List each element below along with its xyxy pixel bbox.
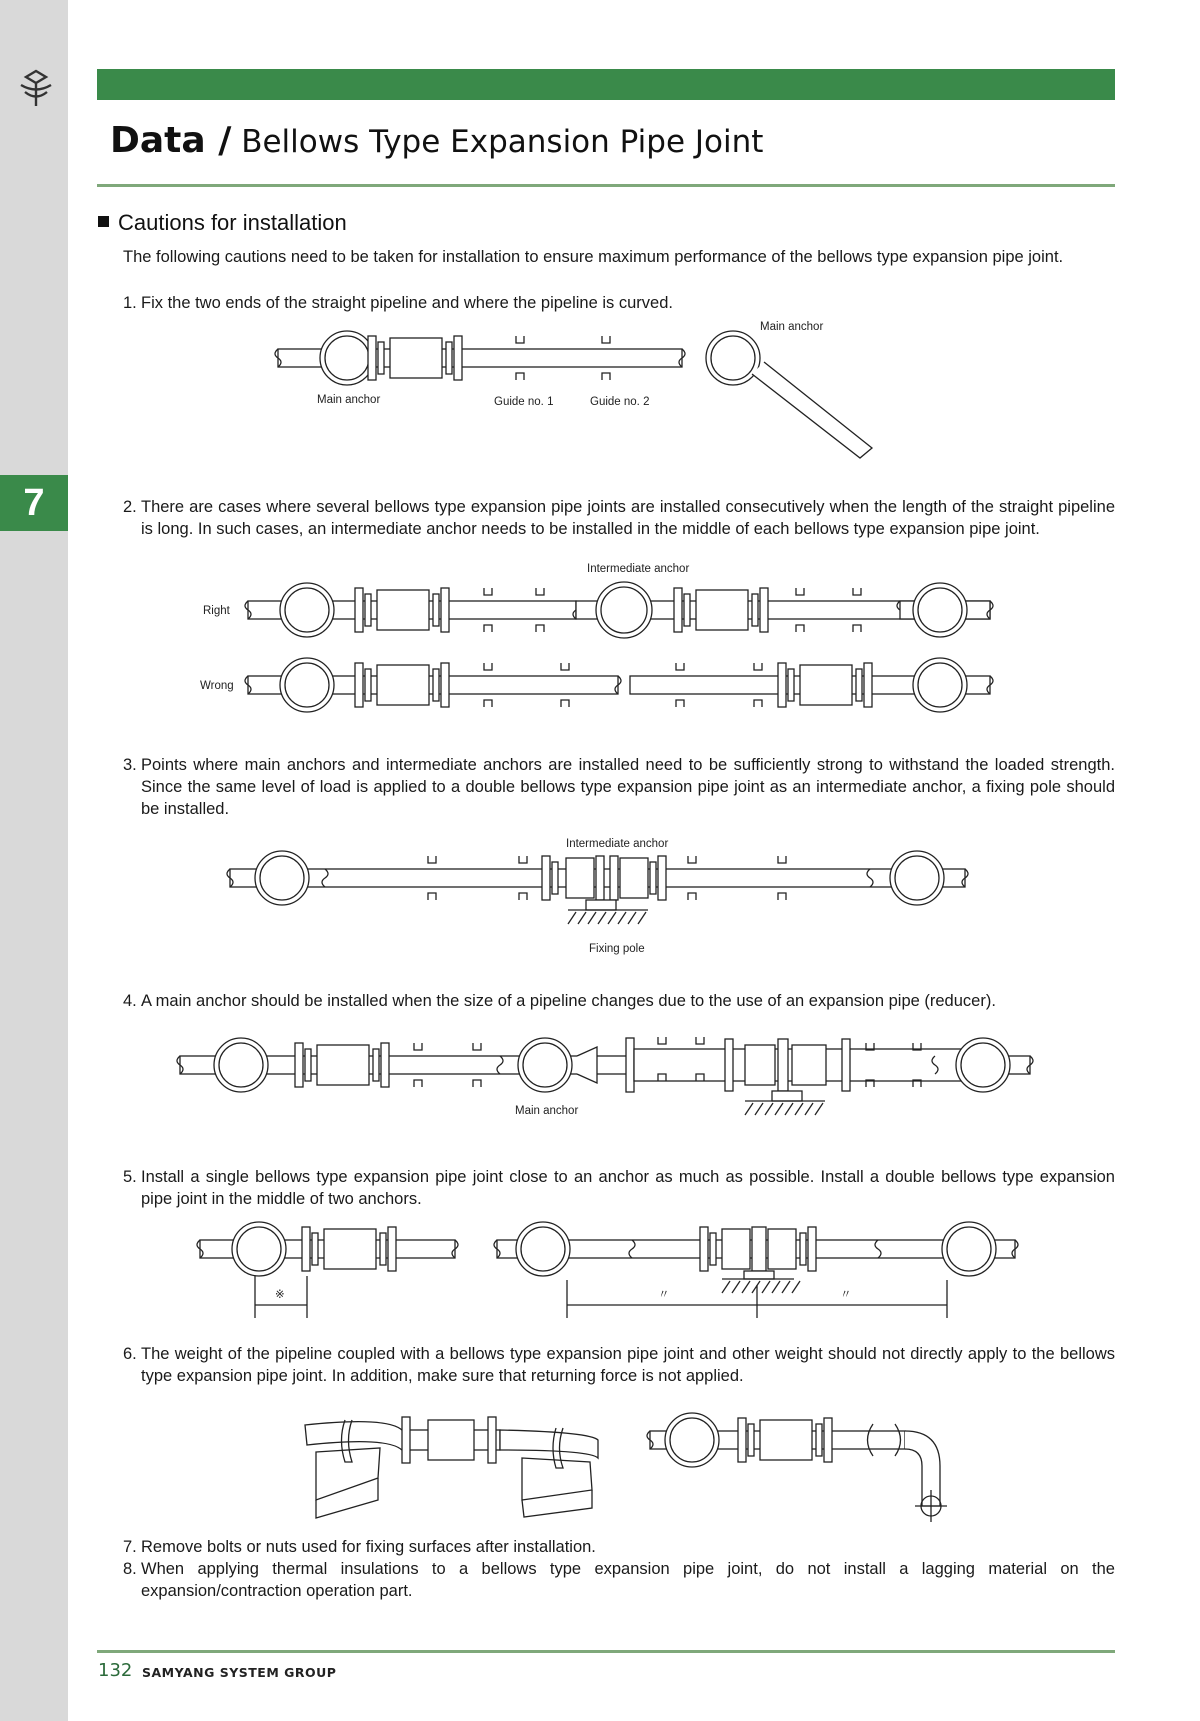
company-name: SAMYANG SYSTEM GROUP	[142, 1665, 337, 1680]
caution-item-7: 7. Remove bolts or nuts used for fixing surfaces after installation.	[123, 1538, 596, 1556]
flange-icon	[808, 1227, 816, 1271]
ground-hatch	[722, 1281, 730, 1293]
flange-collar	[446, 342, 452, 374]
support-block-icon	[522, 1458, 592, 1500]
flange-collar	[748, 1424, 754, 1456]
label-guide-1: Guide no. 1	[494, 396, 554, 408]
ground-hatch	[568, 912, 576, 924]
flange-collar	[650, 862, 656, 894]
guide-top-icon	[696, 1037, 704, 1044]
section-heading: Cautions for installation	[98, 210, 347, 236]
ground-hatch	[762, 1281, 770, 1293]
ground-hatch	[638, 912, 646, 924]
guide-bottom-icon	[414, 1080, 422, 1087]
flange-icon	[388, 1227, 396, 1271]
flange-collar	[816, 1424, 822, 1456]
guide-bottom-icon	[536, 625, 544, 632]
ground-hatch	[792, 1281, 800, 1293]
flange-icon	[381, 1043, 389, 1087]
main-anchor-icon	[214, 1038, 268, 1092]
flange-collar	[752, 594, 758, 626]
guide-top-icon	[484, 588, 492, 595]
guide-top-icon	[778, 856, 786, 863]
label-fixing-pole: Fixing pole	[589, 943, 645, 955]
ground-hatch	[588, 912, 596, 924]
guide-bottom-icon	[676, 700, 684, 707]
fixing-pole-icon	[586, 900, 616, 910]
main-anchor-icon	[596, 582, 652, 638]
flange-collar	[710, 1233, 716, 1265]
bellows-icon	[377, 590, 429, 630]
flange-collar	[365, 594, 371, 626]
label-intermediate-anchor-1: Intermediate anchor	[587, 563, 690, 575]
bellows-icon	[566, 858, 594, 898]
guide-bottom-icon	[796, 625, 804, 632]
fixing-pole-icon	[772, 1091, 802, 1101]
reducer-icon	[577, 1047, 597, 1083]
caution-item-3: 3. Points where main anchors and intermediate anchors are installed need to be sufficiently strong to withstand the loaded strength. Since the same level of load is applied to a double bellows type expansion pipe joint as an intermediate anchor, a fixing pole should be installed.	[123, 756, 1115, 818]
guide-top-icon	[853, 588, 861, 595]
guide-top-icon	[658, 1037, 666, 1044]
bellows-icon	[792, 1045, 826, 1085]
main-anchor-icon	[518, 1038, 572, 1092]
flange-collar	[856, 669, 862, 701]
bellows-icon	[317, 1045, 369, 1085]
guide-bottom-icon	[519, 893, 527, 900]
main-anchor-icon	[913, 658, 967, 712]
flange-icon	[658, 856, 666, 900]
flange-icon	[864, 663, 872, 707]
main-anchor-icon	[320, 331, 374, 385]
guide-top-icon	[473, 1043, 481, 1050]
label-ditto-1: 〃	[658, 1289, 670, 1301]
elbow-pipe	[905, 1431, 940, 1506]
flange-icon	[441, 588, 449, 632]
guide-top-icon	[428, 856, 436, 863]
bellows-icon	[696, 590, 748, 630]
ground-hatch	[745, 1103, 753, 1115]
label-main-anchor-2: Main anchor	[760, 321, 824, 333]
label-wrong: Wrong	[200, 680, 234, 692]
label-right: Right	[203, 605, 230, 617]
label-asterisk: ※	[275, 1289, 285, 1301]
ground-hatch	[755, 1103, 763, 1115]
label-main-anchor-1: Main anchor	[317, 394, 381, 406]
flange-icon	[402, 1417, 410, 1463]
ground-hatch	[742, 1281, 750, 1293]
flange-icon	[542, 856, 550, 900]
bellows-icon	[722, 1229, 750, 1269]
flange-icon	[824, 1418, 832, 1462]
footer-divider	[97, 1650, 1115, 1653]
main-anchor-icon	[255, 851, 309, 905]
main-anchor-icon	[232, 1222, 286, 1276]
ground-hatch	[618, 912, 626, 924]
flange-collar	[312, 1233, 318, 1265]
flange-collar	[433, 669, 439, 701]
label-ditto-2: 〃	[840, 1289, 852, 1301]
main-anchor-icon	[956, 1038, 1010, 1092]
flange-icon	[355, 663, 363, 707]
flange-collar	[800, 1233, 806, 1265]
bellows-icon	[324, 1229, 376, 1269]
bellows-icon	[428, 1420, 474, 1460]
flange-collar	[433, 594, 439, 626]
ground-hatch	[805, 1103, 813, 1115]
guide-bottom-icon	[853, 625, 861, 632]
bellows-icon	[620, 858, 648, 898]
flange-collar	[552, 862, 558, 894]
flange-collar	[305, 1049, 311, 1081]
ground-hatch	[765, 1103, 773, 1115]
flange-icon	[842, 1039, 850, 1091]
ground-hatch	[578, 912, 586, 924]
chapter-tab[interactable]: 7	[0, 475, 68, 531]
guide-bottom-icon	[754, 700, 762, 707]
page-number: 132	[98, 1660, 133, 1681]
guide-top-icon	[536, 588, 544, 595]
flange-icon	[295, 1043, 303, 1087]
label-intermediate-anchor-2: Intermediate anchor	[566, 838, 669, 850]
caution-item-5: 5. Install a single bellows type expansion pipe joint close to an anchor as much as possible. Install a double bellows type expansion pipe joint in the middle of two anchors.	[123, 1168, 1115, 1208]
caution-item-6: 6. The weight of the pipeline coupled with a bellows type expansion pipe joint and other weight should not directly apply to the bellows type expansion pipe joint. In addition, make sure that returning force is not applied.	[123, 1345, 1115, 1385]
flange-icon	[488, 1417, 496, 1463]
ground-hatch	[785, 1103, 793, 1115]
flange-collar	[378, 342, 384, 374]
center-flange	[752, 1227, 766, 1271]
bellows-icon	[768, 1229, 796, 1269]
ground-hatch	[772, 1281, 780, 1293]
page-title-main: Bellows Type Expansion Pipe Joint	[241, 124, 764, 160]
guide-top-icon	[484, 663, 492, 670]
guide-bottom-icon	[516, 373, 524, 380]
main-anchor-icon	[942, 1222, 996, 1276]
bellows-icon	[745, 1045, 775, 1085]
caution-item-4: 4. A main anchor should be installed when the size of a pipeline changes due to the use of an expansion pipe (reducer).	[123, 992, 996, 1010]
label-guide-2: Guide no. 2	[590, 396, 650, 408]
ground-hatch	[598, 912, 606, 924]
main-anchor-icon	[280, 658, 334, 712]
guide-bottom-icon	[484, 700, 492, 707]
label-main-anchor-3: Main anchor	[515, 1105, 579, 1117]
flange-icon	[355, 588, 363, 632]
guide-bottom-icon	[602, 373, 610, 380]
flange-icon	[441, 663, 449, 707]
ground-hatch	[775, 1103, 783, 1115]
flange-icon	[760, 588, 768, 632]
flange-icon	[454, 336, 462, 380]
ground-hatch	[608, 912, 616, 924]
main-anchor-icon	[516, 1222, 570, 1276]
guide-top-icon	[414, 1043, 422, 1050]
flange-collar	[684, 594, 690, 626]
guide-top-icon	[519, 856, 527, 863]
caution-item-8: 8. When applying thermal insulations to a bellows type expansion pipe joint, do not install a lagging material on the expansion/contraction operation part.	[123, 1560, 1115, 1600]
bellows-icon	[377, 665, 429, 705]
ground-hatch	[815, 1103, 823, 1115]
bellows-icon	[760, 1420, 812, 1460]
guide-bottom-icon	[778, 893, 786, 900]
flange-collar	[373, 1049, 379, 1081]
flange-collar	[380, 1233, 386, 1265]
ground-hatch	[782, 1281, 790, 1293]
flange-icon	[302, 1227, 310, 1271]
center-flange	[596, 856, 604, 900]
angled-pipe	[752, 362, 872, 458]
sagging-pipe	[500, 1430, 598, 1458]
flange-icon	[368, 336, 376, 380]
guide-top-icon	[602, 336, 610, 343]
main-anchor-icon	[280, 583, 334, 637]
guide-top-icon	[516, 336, 524, 343]
main-anchor-icon	[706, 331, 760, 385]
page-title-prefix: Data /	[110, 120, 232, 161]
guide-bottom-icon	[428, 893, 436, 900]
flange-icon	[738, 1418, 746, 1462]
guide-top-icon	[688, 856, 696, 863]
section-intro: The following cautions need to be taken for installation to ensure maximum performance of the bellows type expansion pipe joint.	[123, 248, 1064, 266]
center-flange	[610, 856, 618, 900]
flange-icon	[674, 588, 682, 632]
main-anchor-icon	[665, 1413, 719, 1467]
guide-bottom-icon	[688, 893, 696, 900]
ground-hatch	[752, 1281, 760, 1293]
flange-collar	[365, 669, 371, 701]
guide-top-icon	[561, 663, 569, 670]
guide-bottom-icon	[473, 1080, 481, 1087]
flange-collar	[788, 669, 794, 701]
flange-icon	[626, 1038, 634, 1092]
caution-item-1: 1. Fix the two ends of the straight pipeline and where the pipeline is curved.	[123, 294, 673, 312]
guide-top-icon	[796, 588, 804, 595]
ground-hatch	[732, 1281, 740, 1293]
ground-hatch	[628, 912, 636, 924]
guide-top-icon	[676, 663, 684, 670]
flange-icon	[700, 1227, 708, 1271]
main-anchor-icon	[913, 583, 967, 637]
guide-top-icon	[754, 663, 762, 670]
flange-icon	[725, 1039, 733, 1091]
flange-icon	[778, 663, 786, 707]
main-anchor-icon	[890, 851, 944, 905]
guide-bottom-icon	[484, 625, 492, 632]
center-flange	[778, 1039, 788, 1091]
support-block-icon	[316, 1448, 380, 1500]
bellows-icon	[800, 665, 852, 705]
caution-item-2: 2. There are cases where several bellows type expansion pipe joints are installed consecutively when the length of the straight pipeline is long. In such cases, an intermediate anchor needs to be installed in the middle of each bellows type expansion pipe joint.	[123, 498, 1115, 538]
guide-bottom-icon	[561, 700, 569, 707]
bellows-icon	[390, 338, 442, 378]
fixing-pole-icon	[744, 1271, 774, 1279]
ground-hatch	[795, 1103, 803, 1115]
